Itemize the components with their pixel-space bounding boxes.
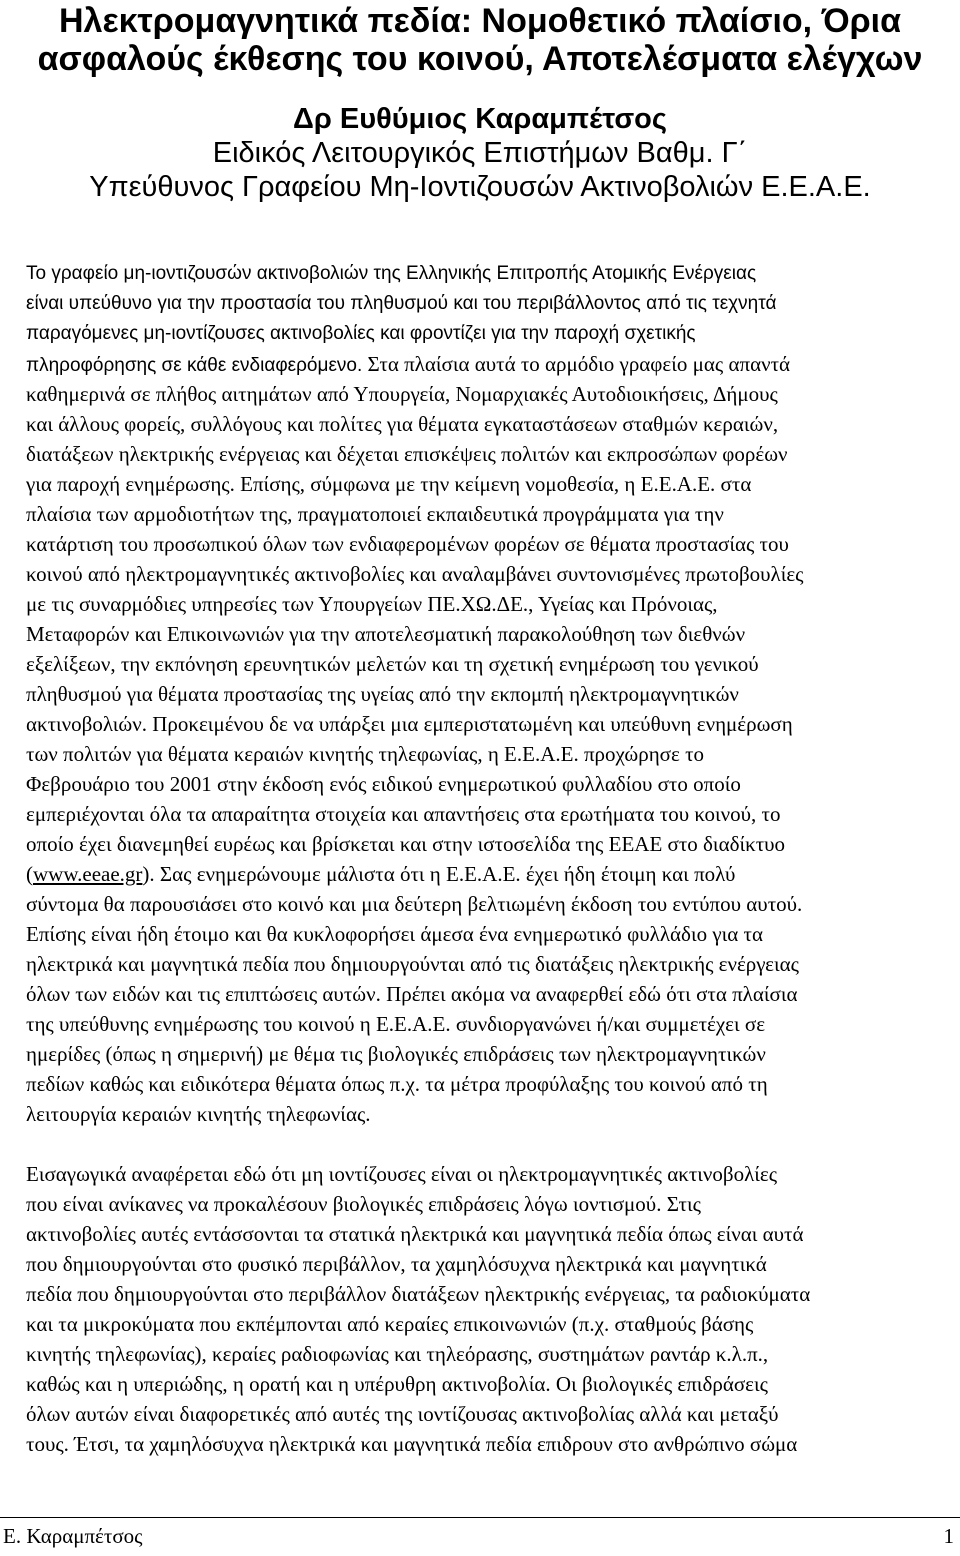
text-line: κοινού από ηλεκτρομαγνητικές ακτινοβολίες και αναλαμβάνει συντονισμένες πρωτοβουλίες [26, 562, 804, 586]
text-line: εξελίξεων, την εκπόνηση ερευνητικών μελετών και τη σχετική ενημέρωση του γενικού [26, 652, 759, 676]
text-line: καθημερινά σε πλήθος αιτημάτων από Υπουργεία, Νομαρχιακές Αυτοδιοικήσεις, Δήμους [26, 382, 778, 406]
text-line: πεδία που δημιουργούνται στο περιβάλλον διατάξεων ηλεκτρικής ενέργειας, τα ραδιοκύματα [26, 1282, 811, 1306]
text-line: κατάρτιση του προσωπικού όλων των ενδιαφερομένων φορέων σε θέματα προστασίας του [26, 532, 789, 556]
text-line: πληθυσμού για θέματα προστασίας της υγείας από την εκπομπή ηλεκτρομαγνητικών [26, 682, 739, 706]
text-line: Φεβρουάριο του 2001 στην έκδοση ενός ειδικού ενημερωτικού φυλλαδίου στο οποίο [26, 772, 741, 796]
text-line: σύντομα θα παρουσιάσει στο κοινό και μια δεύτερη βελτιωμένη έκδοση του εντύπου αυτού. [26, 892, 803, 916]
author-office: Υπεύθυνος Γραφείου Μη-Ιοντιζουσών Ακτινοβολιών Ε.Ε.Α.Ε. [89, 171, 871, 203]
text-line: και τα μικροκύματα που εκπέμπονται από κεραίες επικοινωνιών (π.χ. σταθμούς βάσης [26, 1312, 754, 1336]
footer-author: Ε. Καραμπέτσος [3, 1524, 143, 1548]
text-line: παραγόμενες μη-ιοντίζουσες ακτινοβολίες και φροντίζει για την παροχή σχετικής [26, 323, 696, 344]
text-line [26, 350, 790, 380]
text-line: οποίο έχει διανεμηθεί ευρέως και βρίσκεται και στην ιστοσελίδα της ΕΕΑΕ στο διαδίκτυο [26, 832, 786, 856]
text-line: καθώς και η υπεριώδης, η ορατή και η υπέρυθρη ακτινοβολία. Οι βιολογικές επιδράσεις [26, 1372, 768, 1396]
text-line: πλαίσια των αρμοδιοτήτων της, πραγματοποιεί εκπαιδευτικά προγράμματα για την [26, 502, 724, 526]
text-line: με τις συναρμόδιες υπηρεσίες των Υπουργείων ΠΕ.ΧΩ.ΔΕ., Υγείας και Πρόνοιας, [26, 592, 718, 616]
text-line: είναι υπεύθυνο για την προστασία του πληθυσμού και του περιβάλλοντος από τις τεχνητά [26, 293, 777, 314]
text-line: που είναι ανίκανες να προκαλέσουν βιολογικές επιδράσεις λόγω ιοντισμού. Στις [26, 1192, 701, 1216]
text-line: Εισαγωγικά αναφέρεται εδώ ότι μη ιοντίζουσες είναι οι ηλεκτρομαγνητικές ακτινοβολίες [26, 1162, 778, 1186]
text-line: των πολιτών για θέματα κεραιών κινητής τηλεφωνίας, η Ε.Ε.Α.Ε. προχώρησε το [26, 742, 705, 766]
text-line: ημερίδες (όπως η σημερινή) με θέμα τις βιολογικές επιδράσεις των ηλεκτρομαγνητικών [26, 1042, 766, 1066]
author-name: Δρ Ευθύμιος Καραμπέτσος [293, 103, 667, 135]
text-line: όλων αυτών είναι διαφορετικές από αυτές της ιοντίζουσας ακτινοβολίας αλλά και μεταξύ [26, 1402, 779, 1426]
text-line: της υπεύθυνης ενημέρωσης του κοινού η Ε.Ε.Α.Ε. συνδιοργανώνει ή/και συμμετέχει σε [26, 1012, 766, 1036]
text-line: τους. Έτσι, τα χαμηλόσυχνα ηλεκτρικά και μαγνητικά πεδία επιδρουν στο ανθρώπινο σώμα [26, 1432, 798, 1456]
text-line: όλων των ειδών και τις επιπτώσεις αυτών. Πρέπει ακόμα να αναφερθεί εδώ ότι στα πλαίσια [26, 982, 798, 1006]
text-line: εμπεριέχονται όλα τα απαραίτητα στοιχεία και απαντήσεις στα ερωτήματα του κοινού, το [26, 802, 781, 826]
text-line: ακτινοβολίες αυτές εντάσσονται τα στατικά ηλεκτρικά και μαγνητικά πεδία όπως είναι αυτά [26, 1222, 804, 1246]
document-title-line-2: ασφαλούς έκθεσης του κοινού, Αποτελέσματα ελέγχων [37, 40, 923, 78]
text-line: διατάξεων ηλεκτρικής ενέργειας και δέχεται επισκέψεις πολιτών και εκπροσώπων φορέων [26, 442, 788, 466]
text-line: Το γραφείο μη-ιοντιζουσών ακτινοβολιών της Ελληνικής Επιτροπής Ατομικής Ενέργειας [26, 263, 757, 284]
text-line: Επίσης είναι ήδη έτοιμο και θα κυκλοφορήσει άμεσα ένα ενημερωτικό φυλλάδιο για τα [26, 922, 763, 946]
text-span: Στα πλαίσια αυτά το αρμόδιο γραφείο μας απαντά [362, 352, 791, 376]
document-title-line-1: Ηλεκτρομαγνητικά πεδία: Νομοθετικό πλαίσιο, Όρια [59, 2, 901, 40]
text-span: ( [26, 862, 33, 886]
author-position: Ειδικός Λειτουργικός Επιστήμων Βαθμ. Γ΄ [212, 137, 748, 169]
text-line: που δημιουργούνται στο φυσικό περιβάλλον, τα χαμηλόσυχνα ηλεκτρικά και μαγνητικά [26, 1252, 767, 1276]
text-span: πληροφόρησης σε κάθε ενδιαφερόμενο. [26, 355, 363, 376]
text-span: ). Σας ενημερώνουμε μάλιστα ότι η Ε.Ε.Α.Ε. έχει ήδη έτοιμη και πολύ [142, 862, 736, 886]
text-line: για παροχή ενημέρωσης. Επίσης, σύμφωνα με την κείμενη νομοθεσία, η Ε.Ε.Α.Ε. στα [26, 472, 752, 496]
text-line: Μεταφορών και Επικοινωνιών για την αποτελεσματική παρακολούθηση των διεθνών [26, 622, 746, 646]
text-line: κινητής τηλεφωνίας), κεραίες ραδιοφωνίας και τηλεόρασης, συστημάτων ραντάρ κ.λ.π., [26, 1342, 769, 1366]
page-number: 1 [943, 1524, 954, 1548]
text-line: ακτινοβολιών. Προκειμένου δε να υπάρξει μια εμπεριστατωμένη και υπεύθυνη ενημέρωση [26, 712, 793, 736]
website-link[interactable]: www.eeae.gr [33, 862, 143, 886]
text-line: λειτουργία κεραιών κινητής τηλεφωνίας. [26, 1102, 371, 1126]
text-line [26, 860, 735, 888]
text-line: πεδίων καθώς και ειδικότερα θέματα όπως π.χ. τα μέτρα προφύλαξης του κοινού από τη [26, 1072, 768, 1096]
text-line: και άλλους φορείς, συλλόγους και πολίτες για θέματα εγκαταστάσεων σταθμών κεραιών, [26, 412, 779, 436]
text-line: ηλεκτρικά και μαγνητικά πεδία που δημιουργούνται από τις διατάξεις ηλεκτρικής ενέργειας [26, 952, 799, 976]
footer-divider [0, 1517, 960, 1518]
